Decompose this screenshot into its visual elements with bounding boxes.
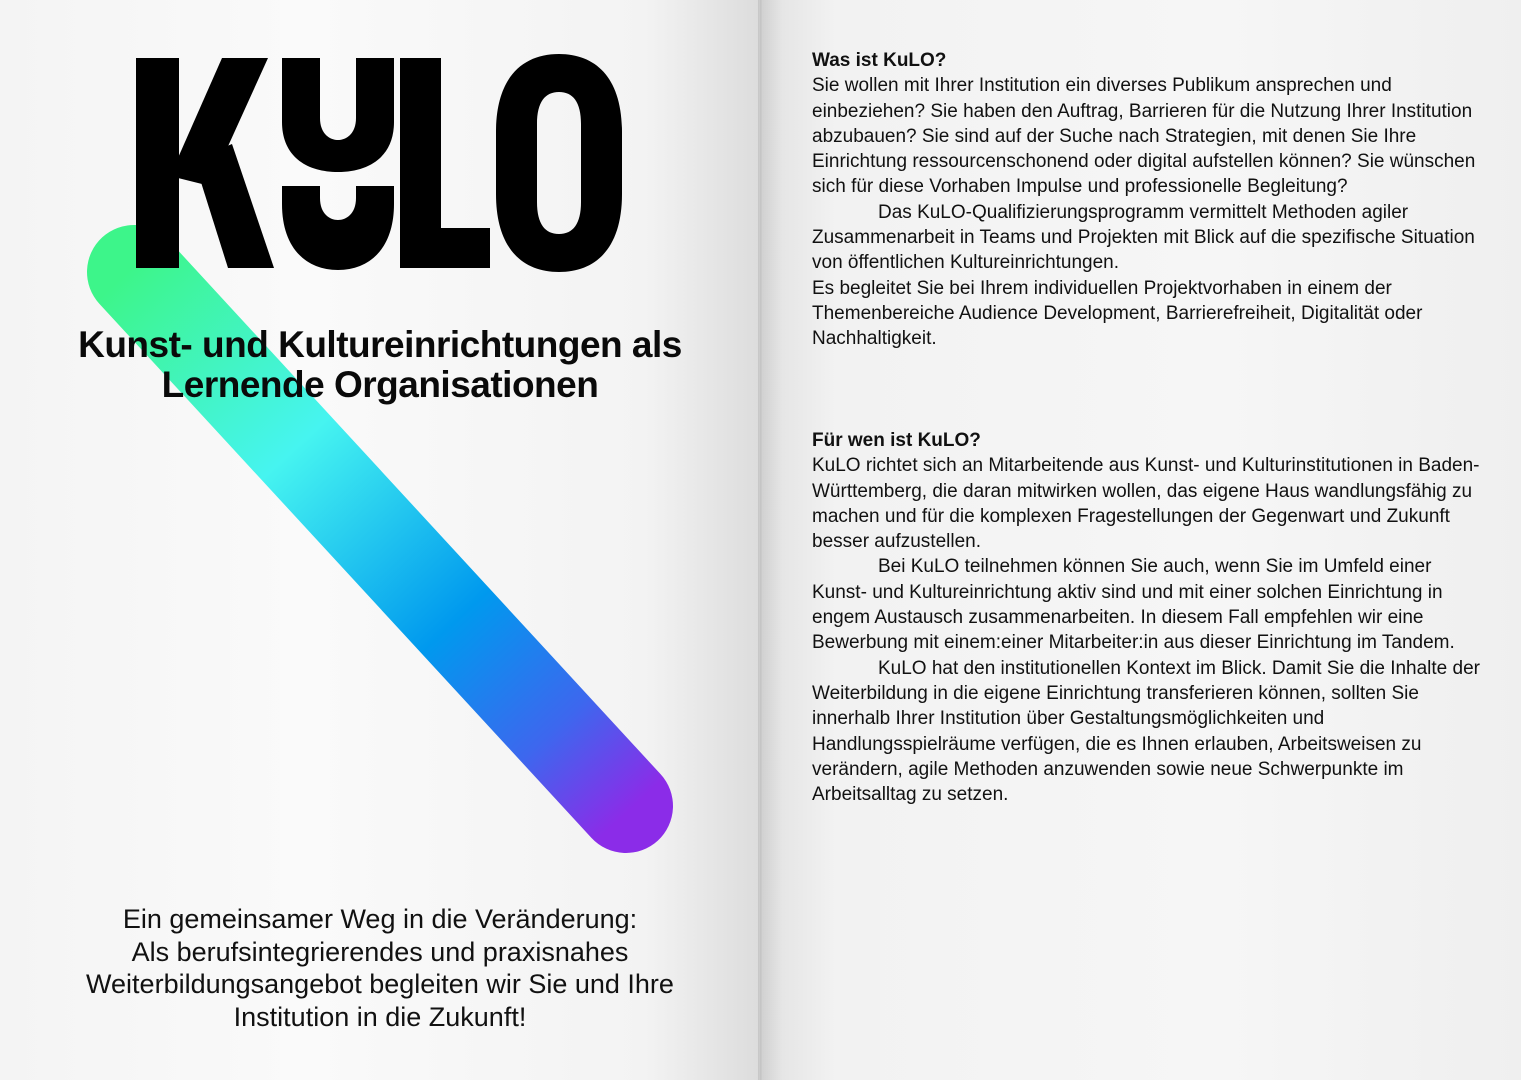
subtitle: [30, 325, 730, 405]
paragraph: KuLO hat den institutionellen Kontext im Blick. Damit Sie die Inhalte der Weiterbildung in die eigene Einrichtung transferieren können, sollten Sie innerhalb Ihrer Institution über Gestaltungsmöglichkeiten und Handlungsspielräume verfügen, die es Ihnen erlauben, Arbeitsweisen zu verändern, agile Methoden anzuwenden sowie neue Schwerpunkte im Arbeitsalltag zu setzen.: [812, 657, 1480, 806]
section-fuer-wen-ist-kulo: [812, 428, 1482, 807]
paragraph: Das KuLO-Qualifizierungsprogramm vermittelt Methoden agiler Zusammenarbeit in Teams und Projekten mit Blick auf die spezifische Situation von öffentlichen Kultureinrichtungen.: [812, 201, 1475, 274]
paragraph: KuLO richtet sich an Mitarbeitende aus Kunst- und Kulturinstitutionen in Baden-Württemberg, die daran mitwirken wollen, das eigene Haus wandlungsfähig zu machen und für die komplexen Fragestellungen der Gegenwart und Zukunft besser aufzustellen.: [812, 455, 1480, 553]
page-gutter: [758, 0, 762, 1080]
subtitle-line-2: Lernende Organisationen: [161, 364, 599, 405]
left-page: [0, 0, 760, 1080]
section-was-ist-kulo: [812, 48, 1482, 352]
paragraph: Sie wollen mit Ihrer Institution ein diverses Publikum ansprechen und einbeziehen? Sie haben den Auftrag, Barrieren für die Nutzung Ihrer Institution abzubauen? Sie sind auf der Suche nach Strategien, mit denen Sie Ihre Einrichtung ressourcenschonend oder digital aufstellen können? Sie wünschen sich für diese Vorhaben Impulse und professionelle Begleitung?: [812, 75, 1476, 198]
kulo-logo-glyphs: [136, 54, 622, 272]
tagline-line: Weiterbildungsangebot begleiten wir Sie und Ihre: [86, 969, 674, 999]
tagline-line: Ein gemeinsamer Weg in die Veränderung:: [122, 904, 638, 934]
paragraph: Bei KuLO teilnehmen können Sie auch, wenn Sie im Umfeld einer Kunst- und Kultureinrichtung aktiv sind und mit einer solchen Einrichtung in engem Austausch zusammenarbeiten. In diesem Fall empfehlen wir eine Bewerbung mit einem:einer Mitarbeiter:in aus dieser Einrichtung im Tandem.: [812, 556, 1455, 654]
tagline-line: Institution in die Zukunft!: [233, 1001, 527, 1032]
section-heading: Was ist KuLO?: [812, 50, 947, 71]
section-heading: Für wen ist KuLO?: [812, 430, 981, 451]
tagline-line: Als berufsintegrierendes und praxisnahes: [131, 936, 629, 967]
kulo-logo: [136, 48, 626, 278]
subtitle-line-1: Kunst- und Kultureinrichtungen als: [78, 324, 682, 365]
tagline: [30, 903, 730, 1033]
paragraph: Es begleitet Sie bei Ihrem individuellen Projektvorhaben in einem der Themenbereiche Audience Development, Barrierefreiheit, Digitalität oder Nachhaltigkeit.: [812, 277, 1423, 350]
